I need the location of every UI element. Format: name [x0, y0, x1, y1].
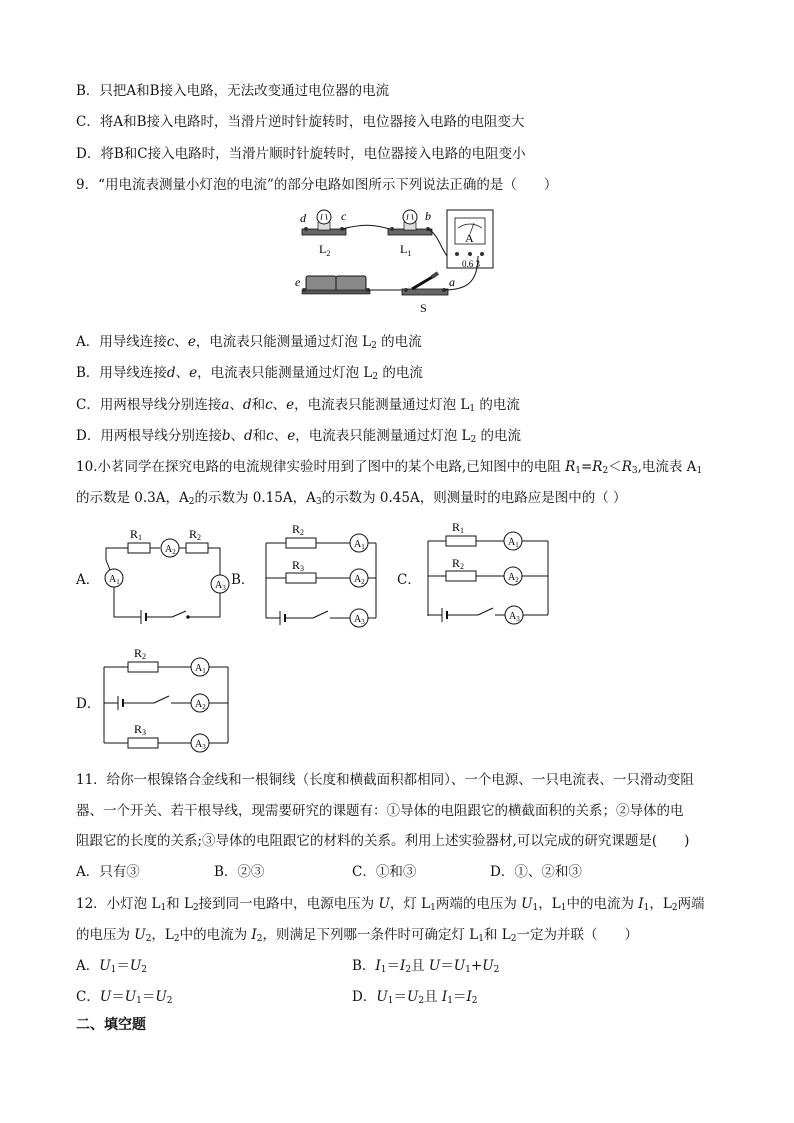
svg-text:A1: $A_1$ [354, 539, 365, 551]
label-l1: $L_1$ [400, 242, 412, 258]
q11-stem-line3: 阻跟它的长度的关系;③导体的电阻跟它的材料的关系。利用上述实验器材,可以完成的研究课题是( ) [76, 833, 690, 849]
q9-option-b: B．用导线连接d、e，电流表只能测量通过灯泡 $L_2$ 的电流 [76, 365, 423, 382]
svg-text:A3: $A_3$ [215, 580, 226, 592]
section-title: 二、填空题 [76, 1017, 146, 1033]
q10-option-a-label: A． [76, 572, 100, 588]
svg-text:R1: R1 [452, 520, 465, 535]
q8-option-b: B．只把A和B接入电路，无法改变通过电位器的电流 [76, 83, 390, 99]
q12-option-d: D．$U_1=U_2$且 $I_1=I_2$ [352, 989, 478, 1006]
q10-circuit-c [420, 516, 555, 628]
q12-stem-line2: 的电压为 $U_2$，$L_2$中的电流为 $I_2$，则满足下列哪一条件时可确定灯 $L_1$和 $L_2$一定为并联（ ） [76, 927, 638, 944]
q10-option-c-label: C． [397, 572, 421, 588]
q10-stem-line2: 的示数是 0.3A，$A_2$的示数为 0.15A，$A_3$的示数为 0.45A，则测量时的电路应是图中的（ ） [76, 490, 627, 507]
svg-text:A3: $A_3$ [195, 739, 206, 751]
q11-option-d: D．①、②和③ [490, 864, 582, 880]
q8-option-d: D．将B和C接入电路时，当滑片顺时针旋转时，电位器接入电路的电阻变小 [76, 146, 526, 162]
label-e: e [295, 275, 301, 289]
q9-circuit-figure [292, 206, 502, 316]
q12-option-b: B．$I_1=I_2$且 $U=U_1+U_2$ [352, 958, 500, 975]
svg-text:R1: R1 [130, 527, 143, 542]
svg-text:R2: R2 [189, 527, 202, 542]
q12-option-c: C．$U=U_1=U_2$ [76, 989, 173, 1006]
svg-text:R3: R3 [292, 558, 305, 573]
svg-text:A1: $A_1$ [508, 537, 519, 549]
label-c: c [341, 209, 347, 223]
svg-text:R2: R2 [134, 646, 147, 661]
ammeter-scale: 0.6 3 [462, 259, 480, 269]
q11-stem-line1: 11．给你一根镍铬合金线和一根铜线（长度和横截面积都相同）、一个电源、一只电流表、一只滑动变阻 [76, 772, 694, 788]
q12-option-a: A．$U_1=U_2$ [76, 958, 147, 975]
ammeter-letter: A [465, 231, 474, 245]
q10-stem-line1: 10.小茗同学在探究电路的电流规律实验时用到了图中的某个电路,已知图中的电阻 $R_1=R_2<R_3$,电流表 $A_1$ [76, 459, 703, 476]
q10-option-b-label: B． [231, 572, 255, 588]
svg-text:A2: $A_2$ [195, 699, 206, 711]
svg-text:R2: R2 [452, 556, 465, 571]
q11-option-c: C．①和③ [352, 864, 417, 880]
q10-circuit-a [96, 520, 236, 630]
q9-option-d: D．用两根导线分别连接b、d和c、e，电流表只能测量通过灯泡 $L_2$ 的电流 [76, 428, 521, 445]
q11-option-b: B．②③ [214, 864, 265, 880]
q9-stem: 9．“用电流表测量小灯泡的电流”的部分电路如图所示下列说法正确的是（ ） [76, 177, 558, 193]
ammeter [447, 210, 493, 269]
svg-text:R2: R2 [292, 522, 305, 537]
label-a: a [449, 275, 455, 289]
svg-text:R3: R3 [134, 722, 147, 737]
svg-text:A1: $A_1$ [109, 574, 120, 586]
lamp-l2 [302, 210, 346, 235]
q8-option-c: C．将A和B接入电路时，当滑片逆时针旋转时，电位器接入电路的电阻变大 [76, 114, 525, 130]
svg-text:A2: $A_2$ [354, 574, 365, 586]
switch [402, 273, 448, 295]
q11-option-a: A．只有③ [76, 864, 140, 880]
svg-text:A2: $A_2$ [165, 544, 176, 556]
label-b: b [425, 209, 431, 223]
svg-text:A3: $A_3$ [354, 614, 365, 626]
q9-option-a: A．用导线连接c、e，电流表只能测量通过灯泡 $L_2$ 的电流 [76, 334, 422, 351]
label-s: S [420, 301, 427, 315]
label-l2: $L_2$ [319, 242, 331, 258]
q10-circuit-b [258, 518, 383, 634]
svg-text:A2: $A_2$ [508, 572, 519, 584]
label-d: d [300, 211, 306, 225]
svg-text:A3: $A_3$ [509, 611, 520, 623]
q11-stem-line2: 器、一个开关、若干根导线，现需要研究的课题有：①导体的电阻跟它的横截面积的关系；②导体的电 [76, 803, 684, 819]
q10-option-d-label: D． [76, 696, 101, 712]
battery [302, 276, 370, 294]
svg-text:A1: $A_1$ [195, 663, 206, 675]
q9-option-c: C．用两根导线分别连接a、d和c、e，电流表只能测量通过灯泡 $L_1$ 的电流 [76, 397, 520, 414]
q12-stem-line1: 12．小灯泡 $L_1$和 $L_2$接到同一电路中，电源电压为 U，灯 $L_1$两端的电压为 $U_1$，$L_1$中的电流为 $I_1$，$L_2$两端 [76, 896, 705, 913]
q10-circuit-d [96, 640, 236, 756]
